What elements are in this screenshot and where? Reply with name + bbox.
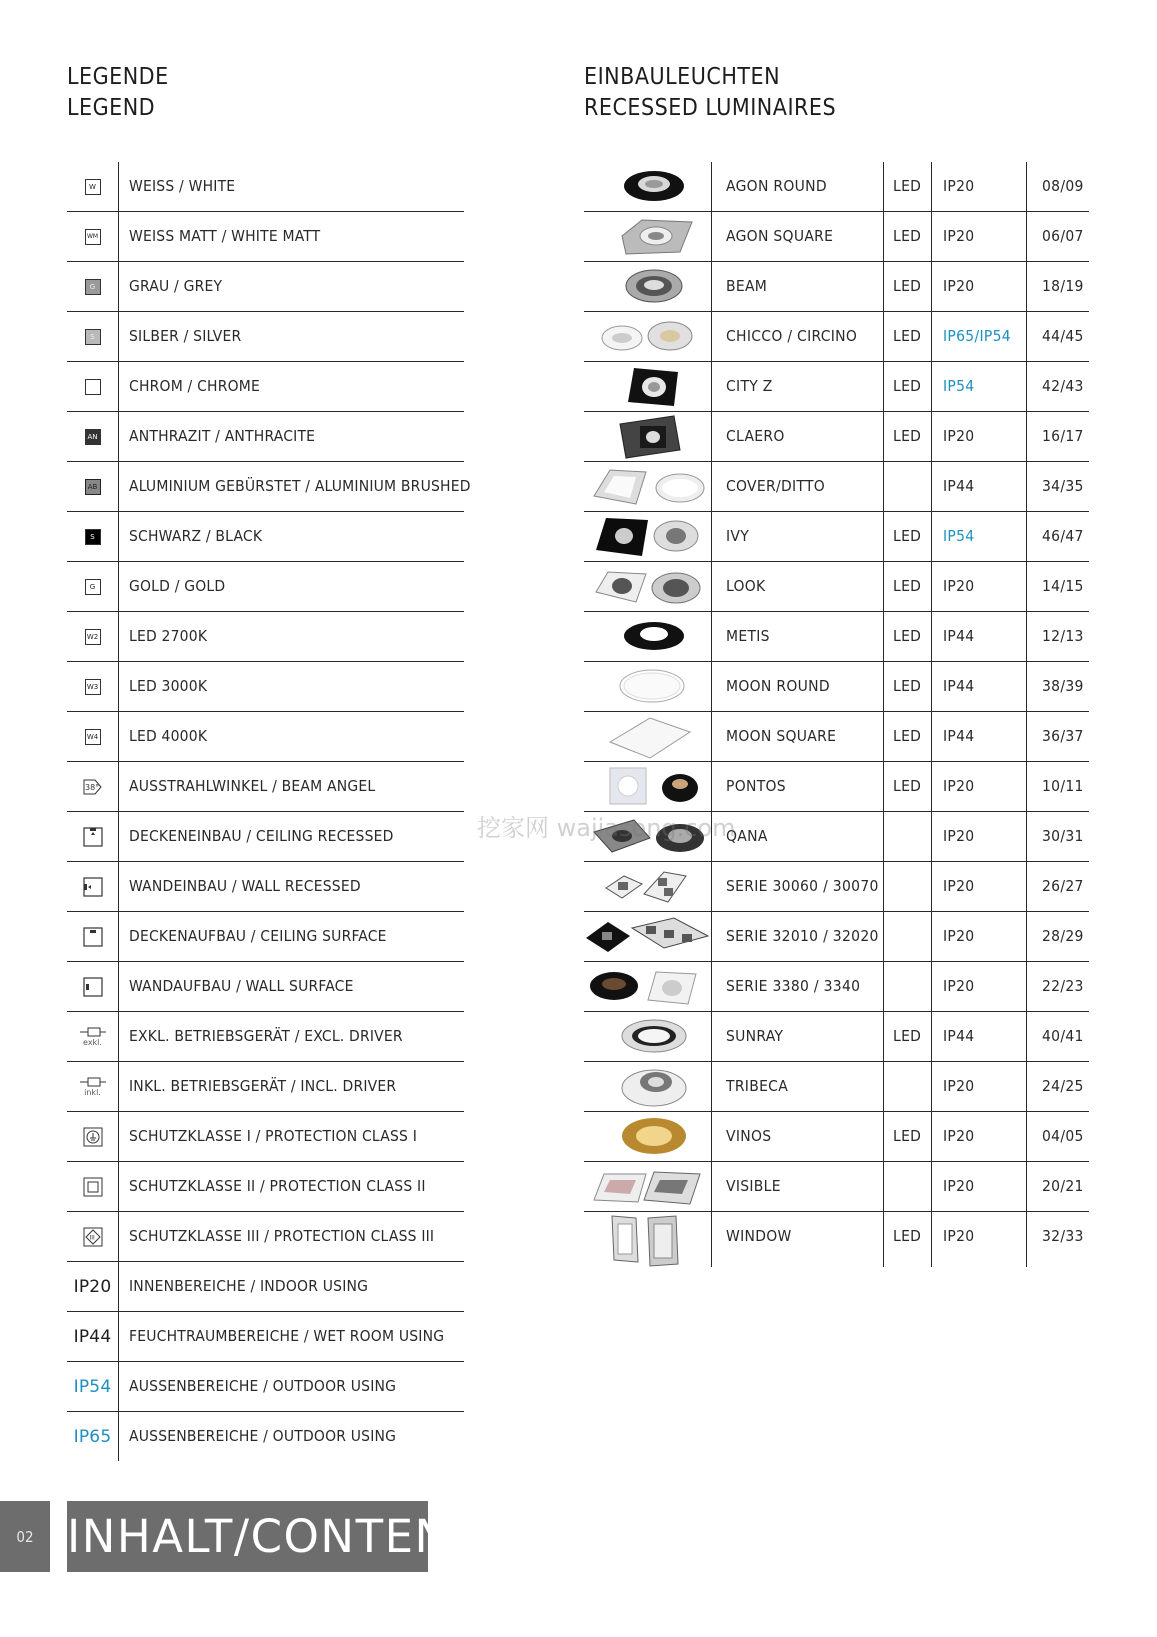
luminaire-led: LED xyxy=(893,777,922,795)
luminaire-name: TRIBECA xyxy=(726,1077,789,1095)
legend-label: LED 4000K xyxy=(129,727,208,745)
luminaire-pages: 28/29 xyxy=(1042,927,1084,945)
luminaire-led: LED xyxy=(893,577,922,595)
visible-image xyxy=(584,1162,711,1211)
legend-label: GRAU / GREY xyxy=(129,277,223,295)
protection-class-3-icon xyxy=(82,1226,104,1248)
cover-ditto-image xyxy=(584,462,711,511)
luminaire-ip: IP54 xyxy=(943,377,975,395)
legend-row xyxy=(67,612,464,662)
luminaire-ip: IP54 xyxy=(943,527,975,545)
luminaire-pages: 42/43 xyxy=(1042,377,1084,395)
legend-heading-de: LEGENDE xyxy=(67,64,169,90)
ceiling-recessed-icon xyxy=(82,826,104,848)
legend-label: SCHUTZKLASSE II / PROTECTION CLASS II xyxy=(129,1177,426,1195)
legend-label: WEISS / WHITE xyxy=(129,177,236,195)
legend-row xyxy=(67,712,464,762)
luminaire-pages: 10/11 xyxy=(1042,777,1084,795)
luminaire-ip: IP44 xyxy=(943,627,975,645)
window-image xyxy=(584,1212,711,1267)
luminaire-pages: 18/19 xyxy=(1042,277,1084,295)
legend-row xyxy=(67,512,464,562)
luminaire-ip: IP20 xyxy=(943,577,975,595)
legend-row xyxy=(67,562,464,612)
legend-row xyxy=(67,1162,464,1212)
internal-driver-icon xyxy=(78,1076,108,1088)
luminaire-row xyxy=(584,712,1089,762)
luminaire-name: SERIE 32010 / 32020 xyxy=(726,927,879,945)
luminaire-name: LOOK xyxy=(726,577,766,595)
luminaire-led: LED xyxy=(893,677,922,695)
legend-row xyxy=(67,1412,464,1461)
tribeca-image xyxy=(584,1062,711,1111)
legend-label: GOLD / GOLD xyxy=(129,577,226,595)
chrome-swatch-icon xyxy=(85,379,101,395)
legend-row xyxy=(67,1312,464,1362)
luminaire-name: AGON ROUND xyxy=(726,177,827,195)
silver-swatch-icon: S xyxy=(85,329,101,345)
watermark: 挖家网 wajiasong.com xyxy=(477,814,736,842)
luminaire-led: LED xyxy=(893,377,922,395)
ip54-label: IP54 xyxy=(73,1376,112,1397)
svg-text:III: III xyxy=(89,1234,95,1241)
wall-surface-icon xyxy=(82,976,104,998)
legend-row xyxy=(67,962,464,1012)
luminaire-name: VISIBLE xyxy=(726,1177,781,1195)
luminaire-ip: IP65/IP54 xyxy=(943,327,1011,345)
luminaire-pages: 16/17 xyxy=(1042,427,1084,445)
luminaire-name: COVER/DITTO xyxy=(726,477,826,495)
serie-30060-30070-image xyxy=(584,862,711,911)
legend-row xyxy=(67,162,464,212)
metis-image xyxy=(584,612,711,661)
section-title: INHALT/CONTENT xyxy=(67,1501,428,1572)
legend-label: ALUMINIUM GEBÜRSTET / ALUMINIUM BRUSHED xyxy=(129,477,471,495)
beam-image xyxy=(584,262,711,311)
serie-3380-3340-image xyxy=(584,962,711,1011)
luminaire-pages: 14/15 xyxy=(1042,577,1084,595)
luminaire-name: PONTOS xyxy=(726,777,786,795)
ivy-image xyxy=(584,512,711,561)
luminaire-pages: 36/37 xyxy=(1042,727,1084,745)
legend-label: ANTHRAZIT / ANTHRACITE xyxy=(129,427,316,445)
agon-square-image xyxy=(584,212,711,261)
chicco-circino-image xyxy=(584,312,711,361)
wall-recessed-icon xyxy=(82,876,104,898)
legend-row xyxy=(67,1212,464,1262)
luminaire-name: SERIE 3380 / 3340 xyxy=(726,977,861,995)
legend-label: SCHWARZ / BLACK xyxy=(129,527,263,545)
driver-symbol-text: exkl. xyxy=(83,1038,102,1047)
luminaire-pages: 44/45 xyxy=(1042,327,1084,345)
luminaire-name: CHICCO / CIRCINO xyxy=(726,327,858,345)
luminaire-name: QANA xyxy=(726,827,768,845)
luminaire-led: LED xyxy=(893,277,922,295)
luminaire-ip: IP20 xyxy=(943,977,975,995)
luminaire-row xyxy=(584,312,1089,362)
luminaire-ip: IP20 xyxy=(943,1227,975,1245)
luminaire-pages: 38/39 xyxy=(1042,677,1084,695)
agon-round-image xyxy=(584,162,711,211)
luminaire-pages: 12/13 xyxy=(1042,627,1084,645)
look-image xyxy=(584,562,711,611)
led-2700k-icon: W2 xyxy=(85,629,101,645)
grey-swatch-icon: G xyxy=(85,279,101,295)
luminaire-row xyxy=(584,1212,1089,1267)
luminaire-row xyxy=(584,912,1089,962)
legend-row xyxy=(67,762,464,812)
external-driver-icon xyxy=(78,1026,108,1038)
luminaire-ip: IP20 xyxy=(943,227,975,245)
luminaire-ip: IP20 xyxy=(943,177,975,195)
luminaire-led: LED xyxy=(893,527,922,545)
luminaire-name: MOON SQUARE xyxy=(726,727,837,745)
anthracite-swatch-icon: AN xyxy=(85,429,101,445)
luminaire-ip: IP20 xyxy=(943,427,975,445)
luminaire-row xyxy=(584,162,1089,212)
legend-row xyxy=(67,662,464,712)
luminaire-row xyxy=(584,462,1089,512)
luminaire-row xyxy=(584,1162,1089,1212)
legend-label: EXKL. BETRIEBSGERÄT / EXCL. DRIVER xyxy=(129,1027,403,1045)
luminaire-name: BEAM xyxy=(726,277,768,295)
driver-symbol-text: inkl. xyxy=(84,1088,101,1097)
serie-32010-32020-image xyxy=(584,912,711,961)
luminaire-row xyxy=(584,1112,1089,1162)
luminaire-led: LED xyxy=(893,177,922,195)
legend-heading xyxy=(67,62,169,124)
white-matt-swatch-icon: WM xyxy=(85,229,101,245)
legend-label: INKL. BETRIEBSGERÄT / INCL. DRIVER xyxy=(129,1077,397,1095)
ip65-label: IP65 xyxy=(73,1426,112,1447)
legend-row xyxy=(67,1012,464,1062)
legend-label: SCHUTZKLASSE I / PROTECTION CLASS I xyxy=(129,1127,418,1145)
legend-label: CHROM / CHROME xyxy=(129,377,261,395)
legend-row xyxy=(67,312,464,362)
luminaire-led: LED xyxy=(893,727,922,745)
ceiling-surface-icon xyxy=(82,926,104,948)
legend-table xyxy=(67,162,471,1461)
luminaire-name: MOON ROUND xyxy=(726,677,830,695)
luminaire-pages: 32/33 xyxy=(1042,1227,1084,1245)
luminaire-ip: IP44 xyxy=(943,477,975,495)
legend-label: WANDAUFBAU / WALL SURFACE xyxy=(129,977,354,995)
luminaire-pages: 46/47 xyxy=(1042,527,1084,545)
legend-label: INNENBEREICHE / INDOOR USING xyxy=(129,1277,369,1295)
legend-row xyxy=(67,462,471,512)
luminaire-led: LED xyxy=(893,327,922,345)
pontos-image xyxy=(584,762,711,811)
moon-round-image xyxy=(584,662,711,711)
legend-row xyxy=(67,262,464,312)
moon-square-image xyxy=(584,712,711,761)
luminaire-pages: 24/25 xyxy=(1042,1077,1084,1095)
recessed-heading xyxy=(584,62,836,124)
legend-label: WANDEINBAU / WALL RECESSED xyxy=(129,877,361,895)
black-swatch-icon: S xyxy=(85,529,101,545)
luminaire-ip: IP20 xyxy=(943,927,975,945)
legend-label: SCHUTZKLASSE III / PROTECTION CLASS III xyxy=(129,1227,435,1245)
luminaire-pages: 40/41 xyxy=(1042,1027,1084,1045)
claero-image xyxy=(584,412,711,461)
luminaire-pages: 20/21 xyxy=(1042,1177,1084,1195)
luminaire-pages: 30/31 xyxy=(1042,827,1084,845)
luminaire-pages: 04/05 xyxy=(1042,1127,1084,1145)
luminaire-ip: IP44 xyxy=(943,727,975,745)
legend-label: LED 3000K xyxy=(129,677,208,695)
luminaire-ip: IP20 xyxy=(943,1127,975,1145)
luminaire-name: VINOS xyxy=(726,1127,772,1145)
luminaire-pages: 26/27 xyxy=(1042,877,1084,895)
legend-label: WEISS MATT / WHITE MATT xyxy=(129,227,321,245)
aluminium-brushed-swatch-icon: AB xyxy=(85,479,101,495)
legend-row xyxy=(67,862,464,912)
luminaire-row xyxy=(584,362,1089,412)
legend-heading-en: LEGEND xyxy=(67,95,156,121)
luminaire-row xyxy=(584,1062,1089,1112)
luminaire-row xyxy=(584,1012,1089,1062)
gold-swatch-icon: G xyxy=(85,579,101,595)
legend-label: DECKENAUFBAU / CEILING SURFACE xyxy=(129,927,387,945)
luminaire-pages: 08/09 xyxy=(1042,177,1084,195)
luminaire-row xyxy=(584,412,1089,462)
luminaire-row xyxy=(584,662,1089,712)
luminaire-led: LED xyxy=(893,227,922,245)
luminaire-ip: IP20 xyxy=(943,277,975,295)
legend-label: DECKENEINBAU / CEILING RECESSED xyxy=(129,827,394,845)
luminaire-ip: IP44 xyxy=(943,677,975,695)
luminaire-pages: 06/07 xyxy=(1042,227,1084,245)
page-number: 02 xyxy=(0,1501,50,1572)
luminaire-name: AGON SQUARE xyxy=(726,227,834,245)
sunray-image xyxy=(584,1012,711,1061)
legend-label: AUSSENBEREICHE / OUTDOOR USING xyxy=(129,1377,397,1395)
legend-label: AUSSTRAHLWINKEL / BEAM ANGEL xyxy=(129,777,376,795)
protection-class-1-icon xyxy=(82,1126,104,1148)
luminaire-name: IVY xyxy=(726,527,750,545)
ip20-label: IP20 xyxy=(73,1276,112,1297)
luminaire-pages: 22/23 xyxy=(1042,977,1084,995)
luminaire-row xyxy=(584,762,1089,812)
luminaires-table xyxy=(584,162,1089,1267)
luminaire-name: CLAERO xyxy=(726,427,785,445)
luminaire-pages: 34/35 xyxy=(1042,477,1084,495)
recessed-heading-en: RECESSED LUMINAIRES xyxy=(584,95,837,121)
beam-angle-icon xyxy=(81,777,105,797)
svg-text:38°: 38° xyxy=(84,782,99,792)
luminaire-led: LED xyxy=(893,1227,922,1245)
luminaire-led: LED xyxy=(893,427,922,445)
legend-label: AUSSENBEREICHE / OUTDOOR USING xyxy=(129,1427,397,1445)
legend-row xyxy=(67,412,464,462)
luminaire-row xyxy=(584,212,1089,262)
vinos-image xyxy=(584,1112,711,1161)
luminaire-row xyxy=(584,562,1089,612)
luminaire-row xyxy=(584,512,1089,562)
legend-row xyxy=(67,1262,464,1312)
legend-row xyxy=(67,1362,464,1412)
luminaire-name: CITY Z xyxy=(726,377,773,395)
legend-label: SILBER / SILVER xyxy=(129,327,242,345)
led-3000k-icon: W3 xyxy=(85,679,101,695)
luminaire-name: SUNRAY xyxy=(726,1027,784,1045)
legend-row xyxy=(67,1062,464,1112)
luminaire-row xyxy=(584,612,1089,662)
ip44-label: IP44 xyxy=(73,1326,112,1347)
legend-label: FEUCHTRAUMBEREICHE / WET ROOM USING xyxy=(129,1327,445,1345)
legend-label: LED 2700K xyxy=(129,627,208,645)
luminaire-row xyxy=(584,962,1089,1012)
luminaire-name: METIS xyxy=(726,627,770,645)
led-4000k-icon: W4 xyxy=(85,729,101,745)
city-z-image xyxy=(584,362,711,411)
luminaire-led: LED xyxy=(893,1127,922,1145)
luminaire-ip: IP20 xyxy=(943,1077,975,1095)
legend-row xyxy=(67,212,464,262)
legend-row xyxy=(67,812,464,862)
luminaire-name: SERIE 30060 / 30070 xyxy=(726,877,879,895)
recessed-heading-de: EINBAULEUCHTEN xyxy=(584,64,781,90)
luminaire-row xyxy=(584,862,1089,912)
legend-row xyxy=(67,362,464,412)
luminaire-ip: IP20 xyxy=(943,1177,975,1195)
legend-row xyxy=(67,912,464,962)
legend-row xyxy=(67,1112,464,1162)
protection-class-2-icon xyxy=(82,1176,104,1198)
white-swatch-icon: W xyxy=(85,179,101,195)
luminaire-ip: IP20 xyxy=(943,777,975,795)
luminaire-name: WINDOW xyxy=(726,1227,792,1245)
luminaire-row xyxy=(584,262,1089,312)
luminaire-led: LED xyxy=(893,627,922,645)
luminaire-led: LED xyxy=(893,1027,922,1045)
luminaire-ip: IP20 xyxy=(943,877,975,895)
luminaire-ip: IP44 xyxy=(943,1027,975,1045)
luminaire-ip: IP20 xyxy=(943,827,975,845)
